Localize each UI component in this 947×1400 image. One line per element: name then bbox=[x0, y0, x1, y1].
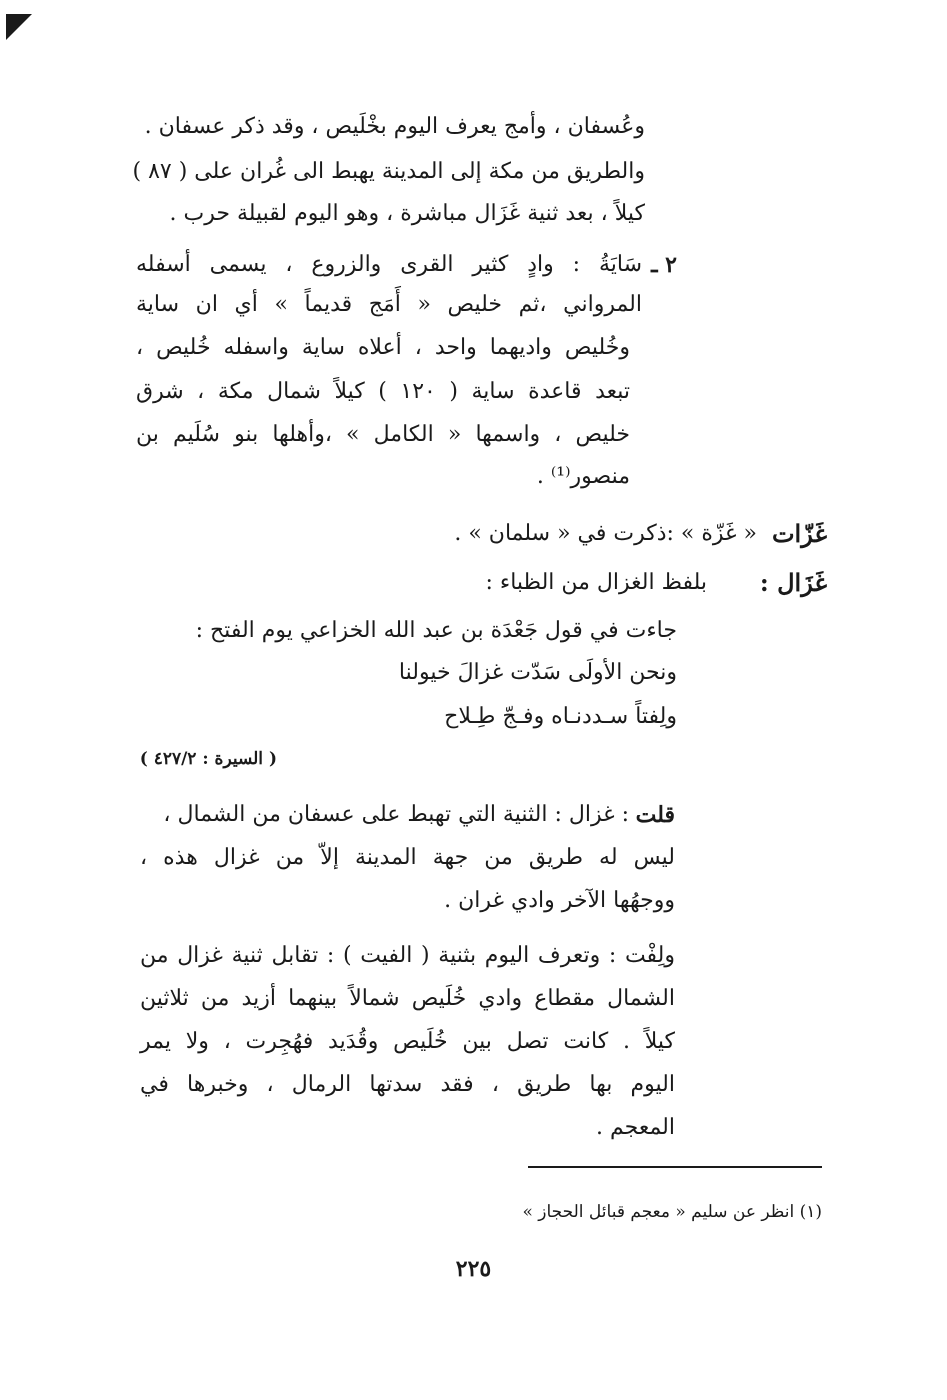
text-line: « غَزّة » :ذكرت في « سلمان » . bbox=[454, 521, 757, 546]
text-line: ولِفْت : وتعرف اليوم بثنية ( الفيت ) : تقابل ثنية غزال من bbox=[140, 943, 675, 968]
text-line: ووجهُها الآخر وادي غران . bbox=[444, 888, 675, 913]
citation: ( السيرة : ٤٢٧/٢ ) bbox=[139, 749, 277, 769]
text-line: منصور⁽¹⁾ . bbox=[536, 464, 630, 489]
entry-headword: غَزَال : bbox=[759, 568, 827, 597]
text-line: ليس له طريق من جهة المدينة إلاّ من غزال هذه ، bbox=[140, 845, 675, 870]
text-line: سَايَةُ : وادٍ كثير القرى والزروع ، يسمى أسفله bbox=[136, 252, 642, 277]
entry-headword: غَزّات bbox=[771, 519, 827, 548]
text-line: وخُليص واديهما واحد ، أعلاه ساية واسفله خُليص ، bbox=[136, 335, 630, 360]
footnote-rule bbox=[528, 1166, 822, 1168]
text-line: المرواني ،ثم خليص « أَمَج قديماً » أي ان ساية bbox=[136, 292, 642, 317]
text-line: الشمال مقطاع وادي خُلَيص شمالاً بينهما أزيد من ثلاثين bbox=[140, 986, 675, 1011]
text-line: كيلاً . كانت تصل بين خُلَيص وقُدَيد فهُجِرت ، ولا يمر bbox=[140, 1029, 675, 1054]
paragraph-lead: قلت bbox=[635, 802, 675, 828]
text-line: كيلاً ، بعد ثنية غَزَال مباشرة ، وهو اليوم لقبيلة حرب . bbox=[169, 201, 645, 226]
footnote: (١) انظر عن سليم « معجم قبائل الحجاز » bbox=[522, 1202, 822, 1222]
corner-crop-mark bbox=[6, 14, 32, 40]
text-line: المعجم . bbox=[596, 1115, 675, 1140]
text-line: جاءت في قول جَعْدَة بن عبد الله الخزاعي يوم الفتح : bbox=[195, 618, 677, 643]
text-line: بلفظ الغزال من الظباء : bbox=[485, 570, 707, 595]
text-line: تبعد قاعدة ساية ( ١٢٠ ) كيلاً شمال مكة ، شرق bbox=[136, 379, 630, 404]
poem-verse-line: ونحن الأولَى سَدّت غزالَ خيولنا bbox=[398, 660, 677, 685]
text-line: : غزال : الثنية التي تهبط على عسفان من الشمال ، bbox=[163, 802, 629, 827]
text-line: اليوم بها طريق ، فقد سدتها الرمال ، وخبرها في bbox=[140, 1072, 675, 1097]
text-line: والطريق من مكة إلى المدينة يهبط الى غُران على ( ٨٧ ) bbox=[132, 159, 645, 184]
text-line: وعُسفان ، وأمج يعرف اليوم بخْلَيص ، وقد ذكر عسفان . bbox=[144, 114, 645, 139]
poem-verse-line: ولِفتاً سـددنـاه وفـجّ طِـلاح bbox=[444, 704, 677, 729]
text-line: خليص ، واسمها « الكامل » ،وأهلها بنو سُلَيم بن bbox=[136, 422, 630, 447]
entry-number: ٢ ـ bbox=[651, 252, 677, 278]
page-number: ٢٢٥ bbox=[455, 1256, 492, 1282]
